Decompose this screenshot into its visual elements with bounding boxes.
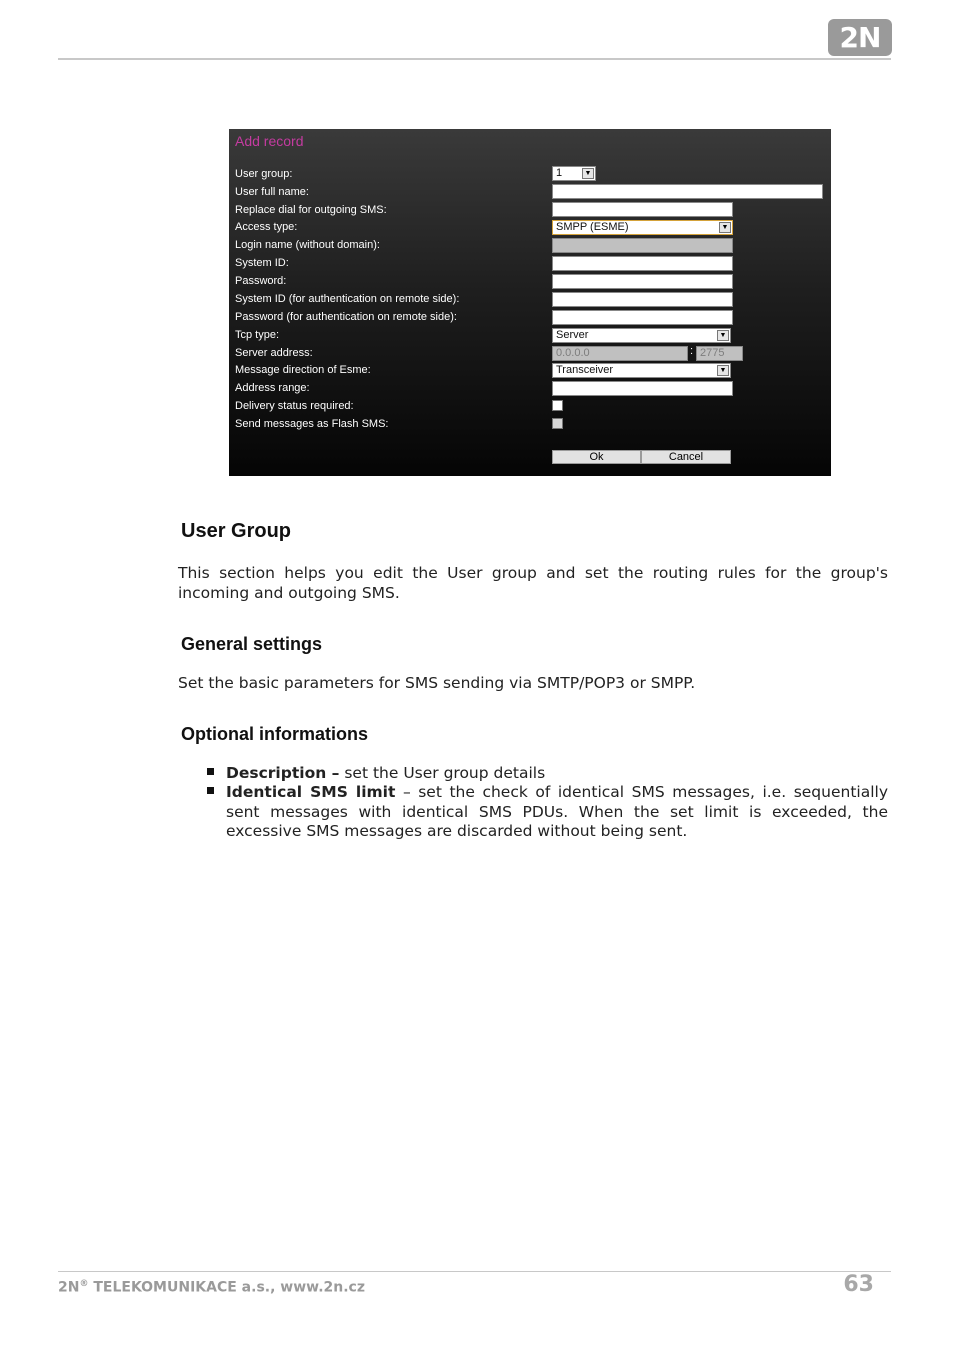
- bullet-term: Identical SMS limit: [226, 783, 396, 801]
- add-record-dialog: [229, 129, 831, 476]
- label-address-range: Address range:: [235, 382, 310, 394]
- chevron-down-icon: ▼: [717, 330, 729, 341]
- bullet-term: Description –: [226, 764, 340, 782]
- password-input[interactable]: [552, 274, 733, 289]
- list-item: [226, 764, 888, 784]
- user-group-value: 1: [556, 167, 563, 179]
- label-system-id: System ID:: [235, 257, 289, 269]
- server-port-value: 2775: [700, 347, 725, 359]
- page-number: 63: [843, 1272, 874, 1297]
- tcp-type-select[interactable]: [552, 328, 731, 343]
- general-settings-title: General settings: [181, 634, 323, 654]
- server-address-value: 0.0.0.0: [556, 347, 590, 359]
- label-delivery-status: Delivery status required:: [235, 400, 354, 412]
- server-address-input[interactable]: [552, 346, 688, 361]
- label-replace-dial: Replace dial for outgoing SMS:: [235, 204, 387, 216]
- bullet-text: set the User group details: [339, 764, 546, 782]
- bullet-marker: [207, 787, 214, 794]
- user-full-name-input[interactable]: [552, 184, 823, 199]
- access-type-select[interactable]: [552, 220, 733, 235]
- label-flash-sms: Send messages as Flash SMS:: [235, 418, 389, 430]
- dialog-title: Add record: [235, 133, 304, 149]
- flash-sms-checkbox[interactable]: [552, 418, 563, 429]
- label-user-full-name: User full name:: [235, 186, 309, 198]
- remote-system-id-input[interactable]: [552, 292, 733, 307]
- label-password: Password:: [235, 275, 287, 287]
- bullet-marker: [207, 768, 214, 775]
- cancel-button[interactable]: Cancel: [641, 450, 731, 464]
- label-access-type: Access type:: [235, 221, 298, 233]
- bullet-text: – set the check of identical SMS messages, i.e. sequentially sent messages with identical SMS PDUs. When the set limit is exceeded, the excessive SMS messages are discarded without being sent.: [226, 783, 888, 840]
- address-range-input[interactable]: [552, 381, 733, 396]
- brand-logo: [828, 19, 892, 56]
- chevron-down-icon: ▼: [582, 168, 594, 179]
- footer-rule: [58, 1271, 891, 1272]
- chevron-down-icon: ▼: [717, 365, 729, 376]
- server-port-input[interactable]: [696, 346, 743, 361]
- optional-informations-title: Optional informations: [181, 724, 368, 744]
- ok-button[interactable]: Ok: [552, 450, 641, 464]
- system-id-input[interactable]: [552, 256, 733, 271]
- label-remote-password: Password (for authentication on remote side):: [235, 311, 457, 323]
- user-group-select[interactable]: [552, 166, 596, 181]
- footer-company-text: TELEKOMUNIKACE a.s., www.2n.cz: [88, 1279, 365, 1296]
- section-title: User Group: [181, 520, 292, 542]
- footer-brand: 2N: [58, 1279, 80, 1296]
- footer-company: [58, 1279, 365, 1296]
- logo-text: 2N: [839, 21, 881, 54]
- replace-dial-input[interactable]: [552, 202, 733, 217]
- list-item: [226, 783, 888, 842]
- chevron-down-icon: ▼: [719, 222, 731, 233]
- delivery-status-checkbox[interactable]: [552, 400, 563, 411]
- general-settings-text: Set the basic parameters for SMS sending via SMTP/POP3 or SMPP.: [178, 674, 696, 692]
- label-user-group: User group:: [235, 168, 293, 180]
- label-tcp-type: Tcp type:: [235, 329, 280, 341]
- label-login-name: Login name (without domain):: [235, 239, 380, 251]
- message-direction-select[interactable]: [552, 363, 731, 378]
- message-direction-value: Transceiver: [556, 364, 614, 376]
- access-type-value: SMPP (ESME): [556, 221, 629, 233]
- label-message-direction: Message direction of Esme:: [235, 364, 371, 376]
- label-remote-system-id: System ID (for authentication on remote side):: [235, 293, 460, 305]
- section-intro: This section helps you edit the User group and set the routing rules for the group's incoming and outgoing SMS.: [178, 564, 888, 602]
- login-name-input[interactable]: [552, 238, 733, 253]
- registered-mark: ®: [79, 1279, 89, 1289]
- remote-password-input[interactable]: [552, 310, 733, 325]
- label-server-address: Server address:: [235, 347, 313, 359]
- port-separator: :: [690, 345, 694, 357]
- tcp-type-value: Server: [556, 329, 589, 341]
- header-rule: [58, 58, 891, 60]
